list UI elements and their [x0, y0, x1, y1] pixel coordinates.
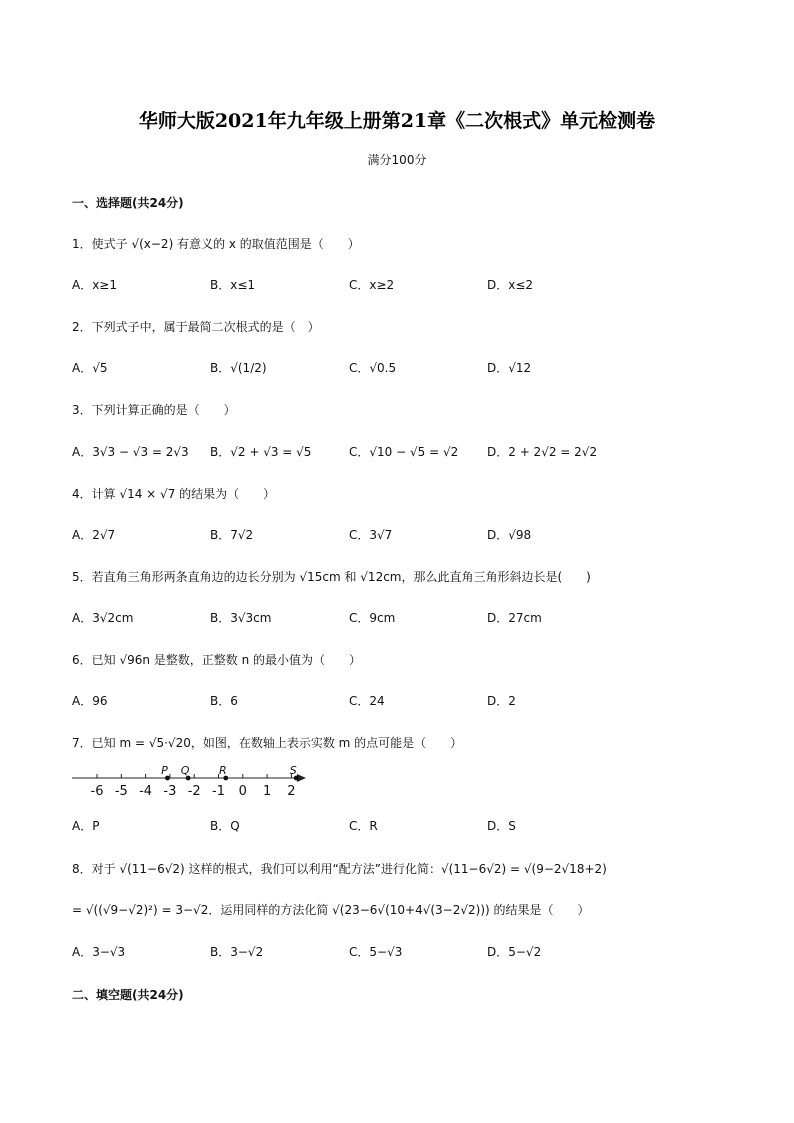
q2-option-b: B．√(1/2) — [210, 361, 267, 375]
question-5-stem: 5．若直角三角形两条直角边的边长分别为 √15cm 和 √12cm，那么此直角三角形斜边长是( ) — [72, 570, 591, 584]
q6-option-d: D．2 — [487, 694, 516, 708]
q8-option-a: A．3−√3 — [72, 945, 126, 959]
question-8-stem: 8．对于 √(11−6√2) 这样的根式，我们可以利用“配方法”进行化简：√(11−6√2) = √(9−2√18+2) — [72, 862, 607, 876]
number-line-tick-label: -4 — [139, 784, 153, 799]
q1-option-a: A．x≥1 — [72, 278, 118, 292]
number-line-figure — [68, 760, 318, 802]
number-line-tick-label: 2 — [287, 784, 296, 799]
q7-option-a: A．P — [72, 819, 100, 833]
section-heading-fill: 二、填空题(共24分) — [72, 988, 184, 1002]
q5-option-c: C．9cm — [349, 611, 396, 625]
number-line-tick-label: -2 — [187, 784, 201, 799]
number-line-point-label: P — [161, 764, 168, 777]
question-7-stem: 7．已知 m = √5·√20，如图，在数轴上表示实数 m 的点可能是（ ） — [72, 736, 463, 750]
question-6-options — [72, 692, 722, 712]
score-subtitle: 满分100分 — [367, 153, 427, 167]
section-heading-choice: 一、选择题(共24分) — [72, 196, 184, 210]
q4-option-d: D．√98 — [487, 528, 532, 542]
q1-option-c: C．x≥2 — [349, 278, 395, 292]
question-1-stem: 1．使式子 √(x−2) 有意义的 x 的取值范围是（ ） — [72, 237, 360, 251]
question-5-options — [72, 609, 722, 629]
q7-option-d: D．S — [487, 819, 516, 833]
q8-option-c: C．5−√3 — [349, 945, 403, 959]
q1-option-d: D．x≤2 — [487, 278, 534, 292]
number-line-point-label: Q — [180, 764, 190, 777]
q7-option-c: C．R — [349, 819, 378, 833]
question-4-stem: 4．计算 √14 × √7 的结果为（ ） — [72, 487, 276, 501]
question-2-stem: 2．下列式子中，属于最简二次根式的是（ ） — [72, 320, 320, 334]
q2-option-a: A．√5 — [72, 361, 108, 375]
question-8-options — [72, 943, 722, 963]
q8-option-d: D．5−√2 — [487, 945, 542, 959]
question-2-options — [72, 359, 722, 379]
number-line-tick-label: 0 — [238, 784, 247, 799]
q5-option-d: D．27cm — [487, 611, 542, 625]
number-line-tick-label: 1 — [262, 784, 272, 799]
q5-option-b: B．3√3cm — [210, 611, 272, 625]
q6-option-c: C．24 — [349, 694, 385, 708]
q2-option-d: D．√12 — [487, 361, 532, 375]
number-line-tick-label: -3 — [163, 784, 177, 799]
q3-option-a: A．3√3 − √3 = 2√3 — [72, 445, 189, 459]
question-3-options — [72, 443, 722, 463]
question-6-stem: 6．已知 √96n 是整数，正整数 n 的最小值为（ ） — [72, 653, 362, 667]
q6-option-a: A．96 — [72, 694, 108, 708]
number-line-tick-label: -6 — [90, 784, 104, 799]
q2-option-c: C．√0.5 — [349, 361, 397, 375]
q3-option-d: D．2 + 2√2 = 2√2 — [487, 445, 598, 459]
q3-option-c: C．√10 − √5 = √2 — [349, 445, 459, 459]
number-line-tick-label: -1 — [212, 784, 225, 799]
question-7-options — [72, 817, 722, 837]
q5-option-a: A．3√2cm — [72, 611, 134, 625]
q4-option-a: A．2√7 — [72, 528, 116, 542]
number-line-point-label: R — [218, 764, 227, 777]
q1-option-b: B．x≤1 — [210, 278, 256, 292]
q4-option-b: B．7√2 — [210, 528, 254, 542]
page-title: 华师大版2021年九年级上册第21章《二次根式》单元检测卷 — [138, 110, 656, 132]
q3-option-b: B．√2 + √3 = √5 — [210, 445, 312, 459]
q6-option-b: B．6 — [210, 694, 238, 708]
q4-option-c: C．3√7 — [349, 528, 393, 542]
number-line-tick-label: -5 — [114, 784, 128, 799]
question-4-options — [72, 526, 722, 546]
question-3-stem: 3．下列计算正确的是（ ） — [72, 403, 236, 417]
number-line-point-label: S — [289, 764, 297, 777]
q7-option-b: B．Q — [210, 819, 240, 833]
question-8-stem-continued: = √((√9−√2)²) = 3−√2．运用同样的方法化简 √(23−6√(10+4√(3−2√2))) 的结果是（ ） — [72, 903, 590, 917]
question-1-options — [72, 276, 722, 296]
q8-option-b: B．3−√2 — [210, 945, 264, 959]
